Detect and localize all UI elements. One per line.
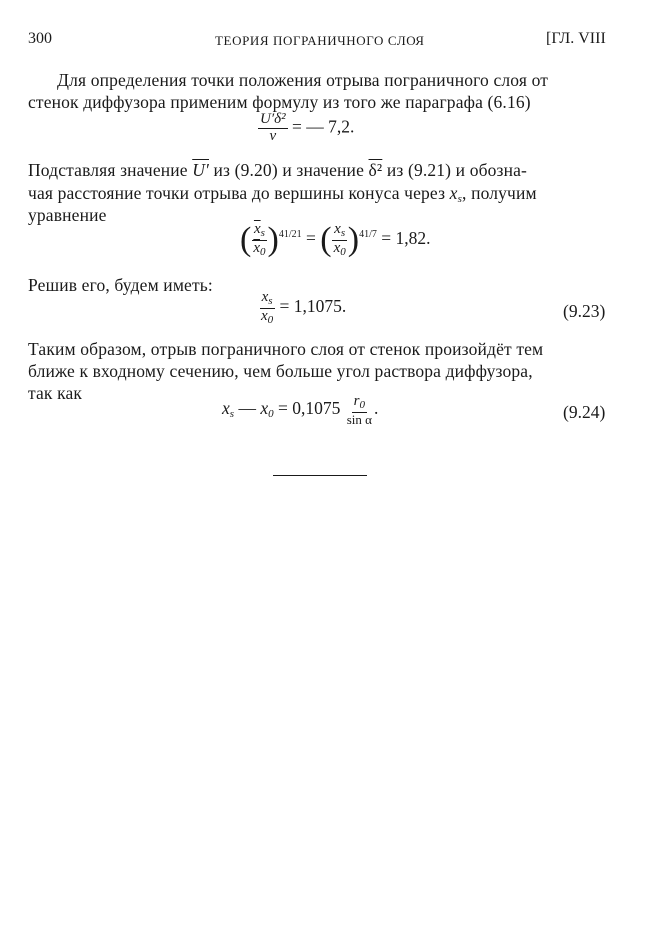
- eq1-rhs: = — 7,2.: [291, 116, 355, 137]
- paragraph-1-line-1: Для определения точки положения отрыва пограничного слоя от: [57, 70, 549, 90]
- equation-number-9-23: (9.23): [563, 301, 606, 321]
- equation-1: [258, 112, 354, 145]
- paragraph-3-line-1: Решив его, будем иметь:: [28, 275, 213, 295]
- paragraph-2-line-2: чая расстояние точки отрыва до вершины конуса через $x_s$, получим: [28, 183, 537, 205]
- paragraph-2-line-3: уравнение: [28, 205, 107, 225]
- equation-4: $x_s$ — $x_0 = 0,1075$ $\frac{r_0}{\text{sin α}}$ .: [222, 393, 379, 427]
- equation-2: ( $\frac{\overline{x}_s}{\overline{x}_0}$ )$^{41/21}$ = ( $\frac{x_s}{x_0}$ )$^{41/7}$ = 1,82.: [240, 221, 431, 259]
- eq2-exponent-2: 41/7: [359, 229, 377, 241]
- paragraph-4-line-3: так как: [28, 383, 83, 403]
- eq2-exponent-1: 41/21: [278, 229, 302, 241]
- section-end-rule: [273, 475, 367, 476]
- eq1-numerator: U′δ²: [260, 111, 286, 127]
- eq2-rhs: = 1,82.: [381, 228, 431, 249]
- paragraph-1-line-2: стенок диффузора применим формулу из того же параграфа (6.16): [28, 92, 531, 112]
- paragraph-2-line-1: Подставляя значение U′ из (9.20) и значение δ² из (9.21) и обозна-: [28, 160, 528, 180]
- page-number: 300: [28, 30, 52, 47]
- symbol-delta-squared: δ²: [368, 160, 383, 180]
- paragraph-4-line-1: Таким образом, отрыв пограничного слоя от стенок произойдёт тем: [28, 339, 544, 359]
- running-title: ТЕОРИЯ ПОГРАНИЧНОГО СЛОЯ: [215, 33, 425, 48]
- chapter-label: [ГЛ. VIII: [546, 30, 606, 47]
- equation-number-9-24: (9.24): [563, 402, 606, 422]
- paragraph-4-line-2: ближе к входному сечению, чем больше угол раствора диффузора,: [28, 361, 533, 381]
- eq1-denominator: ν: [269, 127, 277, 144]
- eq3-rhs: = 1,1075.: [279, 296, 347, 317]
- equation-3: $\frac{x_s}{x_0}$ = 1,1075.: [261, 289, 347, 326]
- symbol-U-prime: U′: [192, 160, 209, 180]
